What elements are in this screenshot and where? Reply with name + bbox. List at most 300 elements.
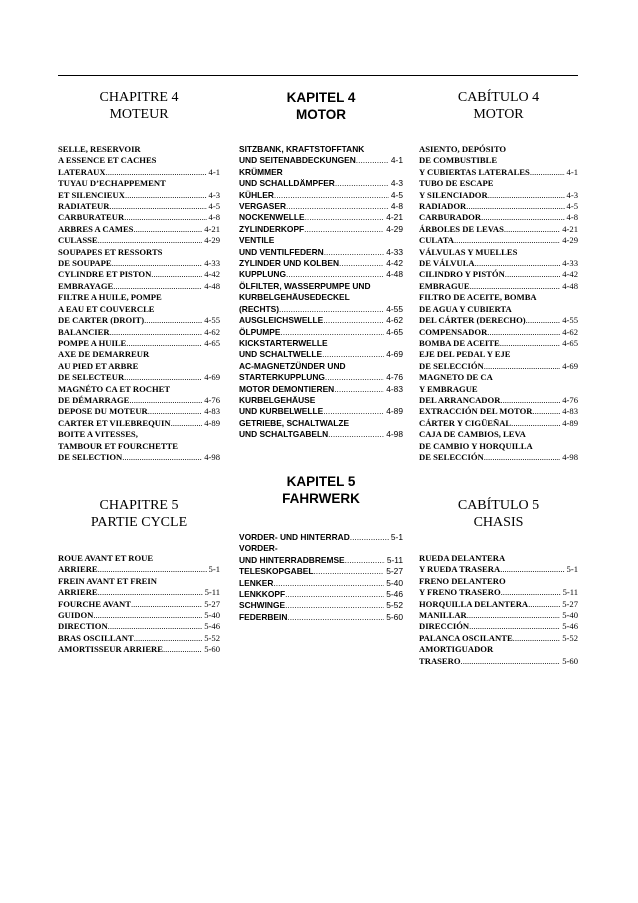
toc-entry-text: GUIDON [58,610,94,621]
toc-entry [419,235,578,246]
toc-entry-last-line [58,564,220,575]
toc-entry-text: DE SELECTEUR [58,372,125,383]
dot-leader [345,555,385,566]
toc-entry-text: UND SCHALTWELLE [239,349,323,360]
page-number: 4-5 [208,201,220,212]
toc-entry-last-line [419,269,578,280]
toc-entry-text: ARRIERE [58,564,98,575]
dot-leader [322,349,384,360]
toc-entry-text: KUPPLUNG [239,269,286,280]
dot-leader [151,269,202,280]
dot-leader [285,600,384,611]
chapter-title: CHASIS [473,515,524,530]
toc-entry [239,224,403,235]
page-number: 4-55 [386,303,403,314]
toc-entry [58,418,220,429]
dot-leader [134,633,203,644]
toc-entry-text: COMPENSADOR [419,326,488,337]
toc-entry-text: AUSGLEICHSWELLE [239,315,324,326]
toc-entry [419,327,578,338]
page-number: 5-52 [562,632,578,643]
toc-entry-last-line [239,372,403,383]
dot-leader [528,599,560,610]
toc-list-chapter-4-de [239,144,403,441]
toc-entry [239,361,403,384]
toc-list-chapter-5-fr [58,553,220,656]
toc-entry-text: AC-MAGNETZÜNDER UND [239,360,346,371]
toc-entry-last-line [239,600,403,611]
page-number: 4-76 [386,372,403,383]
page-number: 4-1 [566,166,578,177]
page-number: 4-62 [562,326,578,337]
chapter-number: CHAPITRE 4 [99,90,179,105]
page-number: 4-33 [386,246,403,257]
toc-entry [419,269,578,280]
toc-entry [239,201,403,212]
page-number: 4-33 [204,258,220,269]
dot-leader [466,201,564,212]
toc-entry-last-line [239,532,403,543]
toc-entry-text: MAGNÉTO CA ET ROCHET [58,383,171,394]
page-number: 5-1 [208,564,220,575]
toc-entry-last-line [419,315,578,326]
toc-entry-last-line [419,190,578,201]
top-rule [58,75,578,76]
dot-leader [98,235,203,246]
dot-leader [500,338,561,349]
dot-leader [304,224,384,235]
page-number: 4-48 [386,269,403,280]
toc-entry-text: Y SILENCIADOR [419,189,488,200]
toc-entry-last-line [58,338,220,349]
toc-entry-last-line [58,258,220,269]
toc-entry-last-line [239,247,403,258]
toc-entry-text: ARRIERE [58,587,98,598]
page-number: 4-42 [204,269,220,280]
dot-leader [112,258,203,269]
toc-entry-text: LENKER [239,577,274,588]
toc-entry [239,338,403,361]
toc-entry-last-line [58,235,220,246]
toc-entry [419,247,578,270]
page-number: 4-42 [562,269,578,280]
toc-entry-text: CYLINDRE ET PISTON [58,269,152,280]
dot-leader [350,532,389,543]
toc-entry-text: FREIN AVANT ET FREIN [58,575,157,586]
toc-entry-text: BOMBA DE ACEITE [419,337,500,348]
toc-entry-text: BRAS OSCILLANT [58,632,134,643]
dot-leader [124,372,202,383]
dot-leader [501,587,561,598]
toc-entry [58,144,220,178]
dot-leader [334,384,384,395]
toc-entry [239,167,403,190]
page-number: 4-83 [386,383,403,394]
toc-entry [239,258,403,269]
toc-entry-text: CARTER ET VILEBREQUIN [58,417,171,428]
chapter-4-heading-fr [58,89,220,123]
toc-entry-text: POMPE A HUILE [58,337,127,348]
toc-entry [239,235,403,258]
page-number: 5-40 [204,610,220,621]
dot-leader [504,224,560,235]
toc-entry-text: CILINDRO Y PISTÓN [419,269,505,280]
toc-entry [58,644,220,655]
toc-entry-last-line [419,201,578,212]
toc-entry [58,429,220,463]
toc-entry-text: DEL ARRANCADOR [419,394,501,405]
toc-entry [58,599,220,610]
page-number: 4-83 [204,406,220,417]
toc-entry [58,327,220,338]
toc-entry-text: DE VÁLVULA [419,258,475,269]
toc-entry-last-line [239,429,403,440]
dot-leader [500,564,564,575]
page-number: 4-21 [386,212,403,223]
toc-entry-text: KÜHLER [239,189,274,200]
toc-entry-text: ROUE AVANT ET ROUE [58,553,154,563]
toc-entry-text: FOURCHE AVANT [58,598,131,609]
toc-entry-text: FRENO DELANTERO [419,575,506,586]
chapter-title: MOTOR [296,107,346,122]
toc-entry-last-line [58,224,220,235]
toc-entry-text: ÖLPUMPE [239,326,281,337]
page-number: 4-5 [566,201,578,212]
toc-entry-text: VENTILE [239,235,275,246]
toc-entry-last-line [239,384,403,395]
page-number: 4-65 [386,326,403,337]
toc-entry-text: UND SCHALLDÄMPFER [239,178,335,189]
toc-entry-last-line [419,564,578,575]
toc-entry [58,610,220,621]
dot-leader [106,167,207,178]
page-number: 5-46 [562,621,578,632]
chapter-title: FAHRWERK [282,491,360,506]
toc-entry-text: MAGNETO DE CA [419,372,493,383]
dot-leader [144,315,202,326]
page-number: 4-21 [204,223,220,234]
chapter-title: MOTOR [473,107,524,122]
page-number: 4-89 [386,406,403,417]
toc-entry-text: LATERAUX [58,166,106,177]
toc-entry [58,349,220,383]
toc-entry [419,178,578,201]
page-number: 4-3 [566,189,578,200]
page-number: 4-48 [204,280,220,291]
toc-entry-text: PALANCA OSCILANTE [419,632,513,643]
toc-entry [239,144,403,167]
toc-entry-text: CARBURATEUR [58,212,125,223]
page-number: 5-60 [204,644,220,655]
page-number: 4-65 [562,337,578,348]
toc-entry-text: CULATA [419,235,455,246]
dot-leader [323,406,384,417]
dot-leader [356,155,389,166]
toc-entry-last-line [58,452,220,463]
toc-entry-text: SELLE, RESERVOIR [58,144,141,154]
dot-leader [467,610,560,621]
toc-entry-text: BALANCIER [58,326,110,337]
page-number: 4-89 [562,417,578,428]
page-number: 4-8 [390,201,403,212]
toc-entry-text: DIRECCIÓN [419,621,470,632]
toc-entry-last-line [58,633,220,644]
dot-leader [313,566,384,577]
toc-entry-text: MOTOR DEMONTIEREN [239,383,335,394]
toc-entry [239,566,403,577]
toc-entry-text: EXTRACCIÓN DEL MOTOR [419,406,533,417]
toc-entry [419,418,578,429]
dot-leader [481,212,564,223]
toc-entry-text: VORDER- UND HINTERRAD [239,532,350,542]
toc-entry-last-line [419,633,578,644]
page-number: 4-83 [562,406,578,417]
dot-leader [124,212,206,223]
toc-entry [239,315,403,326]
dot-leader [505,269,560,280]
dot-leader [328,429,384,440]
dot-leader [484,452,561,463]
toc-entry-last-line [239,178,403,189]
page-number: 4-8 [566,212,578,223]
toc-entry-text: DE DÉMARRAGE [58,394,130,405]
toc-entry-text: VORDER- [239,543,278,554]
toc-entry-last-line [239,201,403,212]
toc-entry-text: Y RUEDA TRASERA [419,564,501,575]
toc-entry [58,178,220,201]
toc-entry-last-line [239,155,403,166]
toc-entry [58,201,220,212]
dot-leader [461,656,561,667]
dot-leader [324,247,385,258]
dot-leader [279,304,384,315]
dot-leader [125,190,207,201]
toc-entry-text: CAJA DE CAMBIOS, LEVA [419,429,526,440]
toc-entry-text: AU PIED ET ARBRE [58,360,139,371]
toc-entry-last-line [58,212,220,223]
dot-leader [475,258,561,269]
dot-leader [513,633,561,644]
dot-leader [285,589,384,600]
toc-entry-text: TUBO DE ESCAPE [419,178,494,189]
dot-leader [511,418,560,429]
toc-entry [239,269,403,280]
toc-entry-last-line [239,258,403,269]
toc-entry-last-line [58,587,220,598]
page-number: 4-42 [386,258,403,269]
toc-entry-text: ÖLFILTER, WASSERPUMPE UND [239,280,371,291]
page-number: 5-11 [386,554,403,565]
toc-entry-text: DE SELECCIÓN [419,360,484,371]
toc-entry-last-line [58,281,220,292]
chapter-title: PARTIE CYCLE [90,515,188,530]
toc-entry-last-line [239,327,403,338]
dot-leader [108,621,203,632]
toc-entry-last-line [58,201,220,212]
page-number: 4-8 [208,212,220,223]
toc-entry-text: KRÜMMER [239,166,283,177]
page-number: 5-60 [386,611,403,622]
toc-entry-text: UND SCHALTGABELN [239,429,329,440]
page-number: 5-11 [562,587,578,598]
dot-leader [335,178,389,189]
toc-entry [58,621,220,632]
toc-entry-text: FILTRO DE ACEITE, BOMBA [419,292,537,303]
toc-list-chapter-5-de [239,532,403,623]
dot-leader [526,315,561,326]
dot-leader [148,406,202,417]
toc-entry-last-line [58,269,220,280]
page-number: 4-76 [562,394,578,405]
toc-list-chapter-5-es [419,553,578,667]
toc-entry-text: SITZBANK, KRAFTSTOFFTANK [239,144,365,154]
toc-entry-text: DE SELECCIÓN [419,451,484,462]
toc-entry [239,543,403,566]
toc-entry-last-line [239,269,403,280]
page-number: 4-29 [562,235,578,246]
page-number: 4-21 [562,223,578,234]
dot-leader [484,361,561,372]
page-number: 5-46 [386,589,403,600]
toc-entry-text: ARBRES A CAMES [58,223,134,234]
chapter-4-heading-es [419,89,578,123]
page-number: 4-48 [562,280,578,291]
toc-entry-text: DE CAMBIO Y HORQUILLA [419,440,533,451]
toc-entry-last-line [58,610,220,621]
toc-entry-last-line [419,610,578,621]
toc-entry-last-line [419,338,578,349]
toc-entry-text: AMORTIGUADOR [419,644,494,655]
chapter-number: KAPITEL 4 [286,90,356,105]
dot-leader [163,644,202,655]
page-number: 5-60 [562,655,578,666]
dot-leader [98,564,207,575]
toc-entry-last-line [419,224,578,235]
dot-leader [110,327,203,338]
toc-entry-text: ZYLINDERKOPF [239,223,305,234]
toc-entry [419,633,578,644]
toc-entry [419,212,578,223]
toc-entry [239,600,403,611]
page-number: 4-29 [386,223,403,234]
toc-entry [419,224,578,235]
page-number: 4-89 [204,417,220,428]
toc-entry-text: ASIENTO, DEPÓSITO [419,144,507,154]
chapter-5-heading-fr [58,497,220,531]
dot-leader [305,212,385,223]
dot-leader [286,201,389,212]
toc-entry [419,610,578,621]
toc-entry [58,212,220,223]
toc-entry-last-line [239,612,403,623]
chapter-title: MOTEUR [109,107,169,122]
chapter-number: CABÍTULO 4 [457,90,540,105]
toc-entry [239,281,403,315]
toc-entry-text: EMBRAGUE [419,280,470,291]
toc-entry-last-line [419,621,578,632]
dot-leader [488,190,565,201]
toc-entry [419,644,578,667]
dot-leader [533,406,561,417]
toc-entry-text: Y CUBIERTAS LATERALES [419,166,530,177]
dot-leader [93,610,202,621]
toc-entry-last-line [239,555,403,566]
toc-entry-text: GETRIEBE, SCHALTWALZE [239,417,350,428]
toc-entry [239,589,403,600]
page-number: 4-29 [204,235,220,246]
toc-entry [419,349,578,372]
toc-entry-text: TUYAU D’ECHAPPEMENT [58,178,166,189]
toc-entry-text: VERGASER [239,201,287,212]
toc-entry-text: FEDERBEIN [239,611,288,622]
dot-leader [470,281,561,292]
toc-entry-last-line [58,599,220,610]
toc-entry-text: UND VENTILFEDERN [239,246,324,257]
dot-leader [274,190,389,201]
page-number: 5-40 [562,610,578,621]
toc-entry-last-line [239,578,403,589]
toc-entry-text: EMBRAYAGE [58,280,114,291]
toc-entry [239,190,403,201]
toc-entry-text: RADIATEUR [58,201,110,212]
toc-entry-text: TAMBOUR ET FOURCHETTE [58,440,179,451]
toc-entry [58,292,220,326]
toc-entry-last-line [239,406,403,417]
toc-entry-last-line [419,327,578,338]
toc-entry [239,395,403,418]
toc-entry-text: DE SELECTION [58,451,123,462]
page-number: 5-27 [386,566,403,577]
dot-leader [133,224,202,235]
dot-leader [129,395,202,406]
toc-entry-last-line [58,418,220,429]
toc-entry-text: ZYLINDER UND KOLBEN [239,258,340,269]
page-number: 4-1 [208,166,220,177]
toc-entry-text: SCHWINGE [239,600,286,611]
toc-entry [58,406,220,417]
toc-entry-text: TELESKOPGABEL [239,566,314,577]
toc-entry [419,372,578,406]
dot-leader [286,269,384,280]
chapter-number: CHAPITRE 5 [99,498,179,513]
toc-list-chapter-4-fr [58,144,220,463]
toc-list-chapter-4-es [419,144,578,463]
toc-entry [419,292,578,326]
page-number: 5-52 [386,600,403,611]
toc-entry-text: Y FRENO TRASERO [419,587,501,598]
toc-entry [239,578,403,589]
toc-entry-text: DIRECTION [58,621,108,632]
dot-leader [131,599,202,610]
toc-entry [58,338,220,349]
toc-entry-last-line [58,372,220,383]
toc-entry-text: VÁLVULAS Y MUELLES [419,246,518,257]
toc-entry-last-line [239,349,403,360]
toc-entry-last-line [419,452,578,463]
page-number: 4-98 [204,451,220,462]
toc-entry-text: MANILLAR [419,610,467,621]
page-number: 4-3 [390,178,403,189]
page-number: 4-5 [390,189,403,200]
dot-leader [171,418,203,429]
toc-entry-text: FILTRE A HUILE, POMPE [58,292,162,303]
toc-entry-text: ET SILENCIEUX [58,189,125,200]
page-number: 4-33 [562,258,578,269]
toc-entry [239,384,403,395]
toc-entry-text: DEPOSE DU MOTEUR [58,406,148,417]
toc-entry-last-line [419,656,578,667]
toc-entry-text: UND KURBELWELLE [239,406,324,417]
